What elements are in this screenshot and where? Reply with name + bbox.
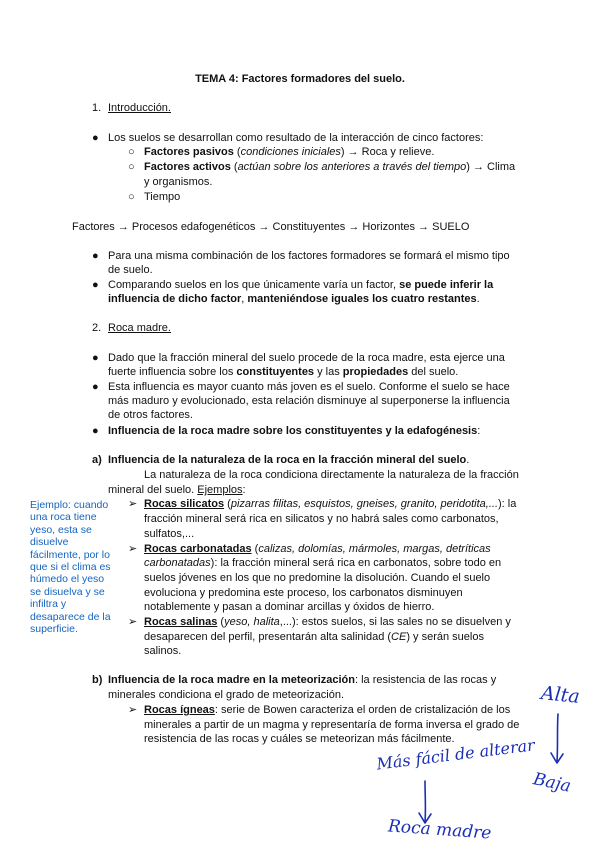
arrow-bullet: ➢	[128, 498, 138, 510]
arrow-down-right	[557, 714, 558, 762]
rocas-carbonatadas-cont4: notablemente y pasan a dominar arcillas y óxidos de hierro.	[144, 601, 435, 613]
combo-text: Para una misma combinación de los factores formadores se formará el mismo tipo	[108, 250, 510, 262]
bullet-dot: ●	[92, 352, 99, 364]
item-b-heading: Influencia de la roca madre en la meteorización: la resistencia de las rocas y	[108, 674, 497, 686]
roca-p1-cont: fuerte influencia sobre los constituyentes y las propiedades del suelo.	[108, 366, 459, 378]
rocas-salinas-cont: desaparecen del perfil, presentarán alta salinidad (CE) y serán suelos	[144, 631, 484, 643]
rocas-salinas: Rocas salinas (yeso, halita,...): estos suelos, si las sales no se disuelven y	[144, 616, 511, 628]
factores-activos: Factores activos (actúan sobre los anteriores a través del tiempo) → Clima	[144, 161, 516, 173]
factores-activos-cont: y organismos.	[144, 176, 213, 188]
sub-bullet: ○	[128, 146, 135, 158]
factor-tiempo: Tiempo	[144, 191, 181, 203]
combo-text-cont: de suelo.	[108, 264, 153, 276]
roca-p2-cont2: de otros factores.	[108, 409, 193, 421]
rocas-silicatos: Rocas silicatos (pizarras filitas, esquistos, gneises, granito, peridotita,...): la	[144, 498, 517, 510]
handwritten-alta: Alta	[539, 682, 581, 708]
roca-p2: Esta influencia es mayor cuanto más joven es el suelo. Conforme el suelo se hace	[108, 381, 510, 393]
rocas-salinas-cont2: salinos.	[144, 645, 182, 657]
item-a-heading: Influencia de la naturaleza de la roca en la fracción mineral del suelo.	[108, 454, 470, 466]
roca-p2-cont: más maduro y evolucionado, esta relación disminuye al superponerse la influencia	[108, 395, 510, 407]
arrow-bullet: ➢	[128, 543, 138, 555]
roca-p1: Dado que la fracción mineral del suelo procede de la roca madre, esta ejerce una	[108, 352, 505, 364]
item-b-mark: b)	[92, 674, 103, 686]
handwritten-mas-facil: Más fácil de alterar	[375, 735, 536, 774]
sub-bullet: ○	[128, 161, 135, 173]
intro-paragraph: Los suelos se desarrollan como resultado de la interacción de cinco factores:	[108, 132, 484, 144]
rocas-carbonatadas-cont: carbonatadas): la fracción mineral será rica en carbonatos, sobre todo en	[144, 557, 502, 569]
comparando-text-cont: influencia de dicho factor, manteniéndose iguales los cuatro restantes.	[108, 293, 480, 305]
arrow-bullet: ➢	[128, 616, 138, 628]
handwritten-roca-madre: Roca madre	[387, 816, 492, 844]
section-number: 2.	[92, 322, 102, 334]
rocas-silicatos-cont2: sulfatos,...	[144, 528, 195, 540]
page-title: TEMA 4: Factores formadores del suelo.	[195, 73, 405, 85]
item-a-text-cont: mineral del suelo. Ejemplos:	[108, 484, 246, 496]
roca-p3: Influencia de la roca madre sobre los constituyentes y la edafogénesis:	[108, 425, 481, 437]
rocas-carbonatadas-cont3: evoluciona y predomina este proceso, los carbonatos disminuyen	[144, 587, 463, 599]
comparando-text: Comparando suelos en los que únicamente varía un factor, se puede inferir la	[108, 279, 494, 291]
rocas-carbonatadas-cont2: suelos jóvenes en los que no predomine la disolución. Cuando el suelo	[144, 572, 491, 584]
sub-bullet: ○	[128, 191, 135, 203]
section-heading-roca: Roca madre.	[108, 322, 171, 334]
section-heading-intro: Introducción.	[108, 102, 171, 114]
bullet-dot: ●	[92, 250, 99, 262]
factores-pasivos: Factores pasivos (condiciones iniciales) → Roca y relieve.	[144, 146, 435, 158]
rocas-igneas-cont2: resistencia de las rocas y cuáles se meteorizan más fácilmente.	[144, 733, 455, 745]
margin-comment: Ejemplo: cuando una roca tiene yeso, esta se disuelve fácilmente, por lo que si el clima es húmedo el yeso se disuelva y se infiltra y desaparece de la superficie.	[30, 499, 111, 636]
arrow-bullet: ➢	[128, 704, 138, 716]
section-number: 1.	[92, 102, 102, 114]
item-b-text: minerales condiciona el grado de meteorización.	[108, 689, 345, 701]
flow-line: Factores → Procesos edafogenéticos → Constituyentes → Horizontes → SUELO	[72, 221, 470, 233]
bullet-dot: ●	[92, 132, 99, 144]
handwritten-baja: Baja	[531, 769, 573, 797]
item-a-mark: a)	[92, 454, 102, 466]
rocas-silicatos-cont: fracción mineral será rica en silicatos y no habrá sales como carbonatos,	[144, 513, 499, 525]
rocas-carbonatadas: Rocas carbonatadas (calizas, dolomías, mármoles, margas, detríticas	[144, 543, 491, 555]
rocas-igneas: Rocas ígneas: serie de Bowen caracteriza el orden de cristalización de los	[144, 704, 511, 716]
rocas-igneas-cont: minerales a partir de un magma y representaría de forma inversa el grado de	[144, 719, 520, 731]
bullet-dot: ●	[92, 279, 99, 291]
item-a-text: La naturaleza de la roca condiciona directamente la naturaleza de la fracción	[144, 469, 519, 481]
bullet-dot: ●	[92, 381, 99, 393]
bullet-dot: ●	[92, 425, 99, 437]
